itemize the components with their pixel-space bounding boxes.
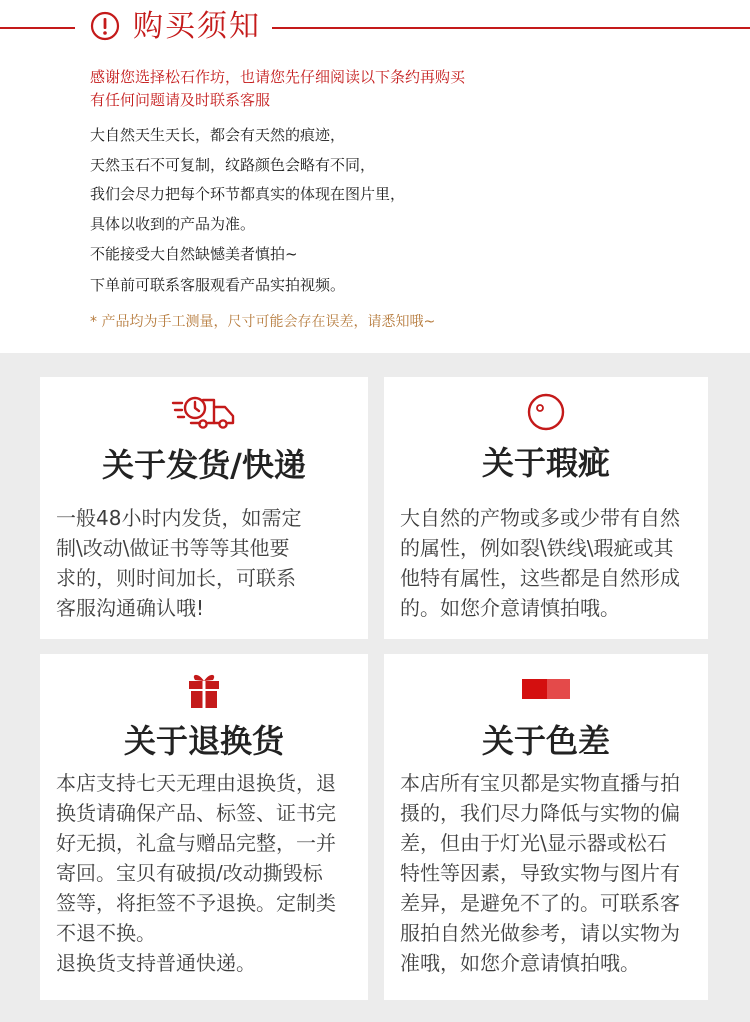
- card-body-line: 准哦，如您介意请慎拍哦。: [400, 951, 640, 975]
- intro-line: 我们会尽力把每个环节都真实的体现在图片里，: [90, 185, 406, 203]
- flaws-card: [384, 377, 708, 639]
- card-body-line: 的。如您介意请慎拍哦。: [400, 596, 620, 620]
- card-body-line: 不退不换。: [56, 921, 156, 945]
- circle-flaw-icon: [525, 391, 567, 433]
- card-body-line: 本店所有宝贝都是实物直播与拍: [400, 771, 680, 795]
- intro-line: 大自然天生天长，都会有天然的痕迹，: [90, 126, 346, 144]
- color-difference-card: [384, 654, 708, 1000]
- shipping-card: [40, 377, 368, 639]
- card-title: 关于退换货: [123, 722, 284, 760]
- returns-card: [40, 654, 368, 1000]
- card-body-line: 服拍自然光做参考，请以实物为: [400, 921, 680, 945]
- card-body-line: 本店支持七天无理由退换货，退: [56, 771, 336, 795]
- card-body-line: 的属性，例如裂\铁线\瑕疵或其: [400, 536, 674, 560]
- intro-line: 具体以收到的产品为准。: [90, 215, 256, 233]
- intro-line: 下单前可联系客服观看产品实拍视频。: [90, 276, 346, 294]
- card-body-line: 换货请确保产品、标签、证书完: [56, 801, 336, 825]
- measurement-note: * 产品均为手工测量，尺寸可能会存在误差，请悉知哦~: [90, 314, 436, 330]
- card-body-line: 好无损，礼盒与赠品完整，一并: [56, 831, 336, 855]
- exclamation-circle-icon: [90, 11, 120, 41]
- color-swatch-icon: [522, 679, 570, 699]
- intro-line: 天然玉石不可复制，纹路颜色会略有不同，: [90, 156, 376, 174]
- card-body-line: 他特有属性，这些都是自然形成: [400, 566, 680, 590]
- card-body-line: 求的，则时间加长，可联系: [56, 566, 296, 590]
- card-body-line: 差异，是避免不了的。可联系客: [400, 891, 680, 915]
- page-title: 购买须知: [133, 9, 261, 44]
- card-body-line: 摄的，我们尽力降低与实物的偏: [400, 801, 680, 825]
- header-divider-left: [0, 27, 75, 29]
- card-body-line: 特性等因素，导致实物与图片有: [400, 861, 680, 885]
- card-body: [56, 768, 356, 978]
- delivery-truck-icon: [171, 391, 237, 433]
- card-title: 关于色差: [481, 722, 610, 760]
- card-title: 关于瑕疵: [481, 444, 610, 482]
- card-body: [56, 503, 356, 623]
- card-body-line: 签等，将拒签不予退换。定制类: [56, 891, 336, 915]
- intro-red-line: 有任何问题请及时联系客服: [90, 91, 271, 109]
- card-body-line: 退换货支持普通快递。: [56, 951, 256, 975]
- card-body-line: 寄回。宝贝有破损/改动撕毁标: [56, 861, 323, 885]
- card-body-line: 差，但由于灯光\显示器或松石: [400, 831, 667, 855]
- card-body: [400, 503, 696, 623]
- policy-cards-section: [0, 353, 750, 1022]
- card-title: 关于发货/快递: [102, 446, 306, 484]
- card-body-line: 客服沟通确认哦!: [56, 596, 205, 620]
- header-divider-right: [272, 27, 750, 29]
- card-body-line: 一般48小时内发货，如需定: [56, 506, 302, 530]
- card-body: [400, 768, 696, 978]
- purchase-notice-section: [0, 0, 750, 353]
- card-body-line: 制\改动\做证书等等其他要: [56, 536, 290, 560]
- intro-line: 不能接受大自然缺憾美者慎拍~: [90, 245, 298, 263]
- card-body-line: 大自然的产物或多或少带有自然: [400, 506, 680, 530]
- intro-red-line: 感谢您选择松石作坊，也请您先仔细阅读以下条约再购买: [90, 68, 466, 86]
- gift-box-icon: [187, 670, 221, 710]
